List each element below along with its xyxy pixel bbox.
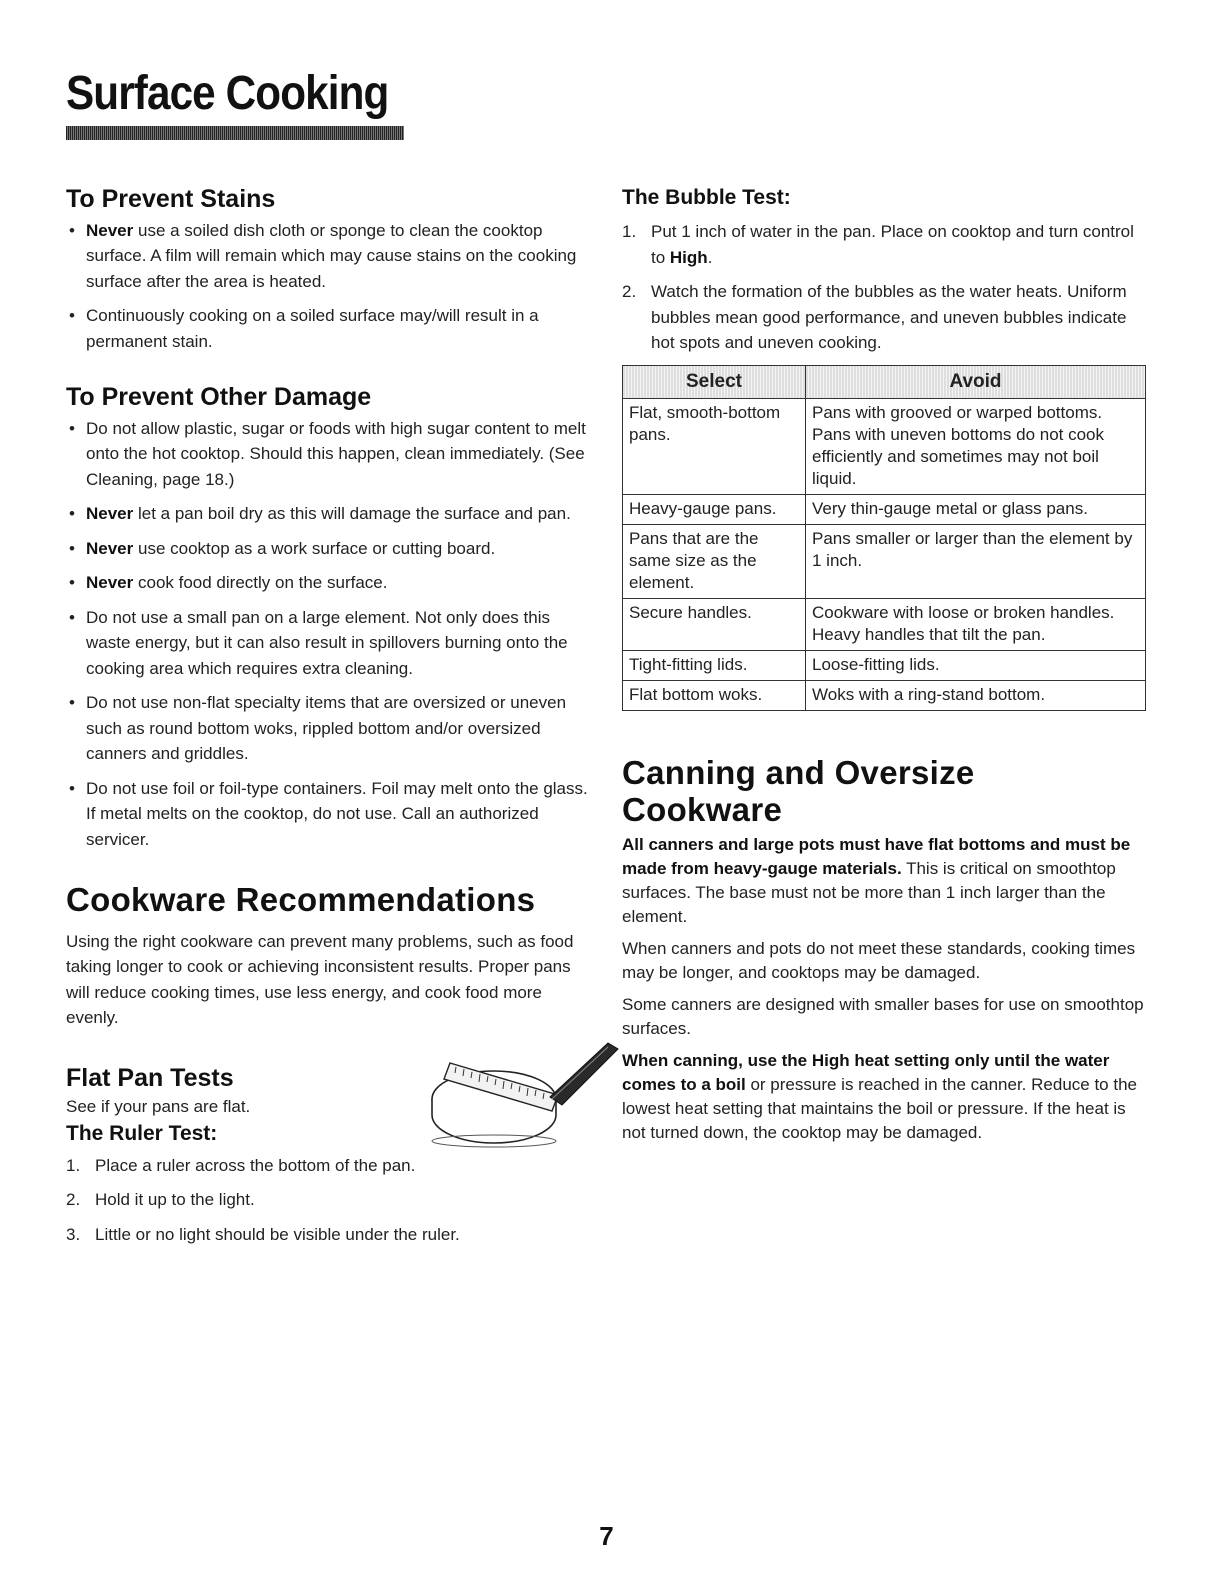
table-cell: Secure handles. [623,598,806,650]
bullet-icon: • [69,220,75,240]
right-column [622,186,1152,1145]
bubble-test-heading: The Bubble Test: [622,186,791,209]
prevent-stains-list [66,218,588,355]
list-item: 3. Little or no light should be visible under the ruler. [66,1224,460,1244]
left-column [66,186,588,1256]
list-item: • Never use a soiled dish cloth or sponge to clean the cooktop surface. A film will remain which may cause stains on the cooking surface after the area is heated. [66,218,588,295]
table-cell: Tight-fitting lids. [623,650,806,680]
table-row [623,680,1146,710]
canning-paragraph-4: When canning, use the High heat setting only until the water comes to a boil or pressure is reached in the canner. Reduce to the lowest heat setting that maintains the boil or pressure. If the heat is not turned down, the cooktop may be damaged. [622,1050,1137,1142]
list-item: 1. Put 1 inch of water in the pan. Place on cooktop and turn control to High. [622,222,1134,267]
table-cell: Woks with a ring-stand bottom. [806,680,1146,710]
pan-and-ruler-illustration [422,1029,622,1149]
bullet-icon: • [69,778,75,798]
select-column-header: Select [623,365,806,398]
bullet-icon: • [69,418,75,438]
table-row [623,398,1146,494]
list-item: • Continuously cooking on a soiled surface may/will result in a permanent stain. [66,303,588,354]
table-row [623,494,1146,524]
canning-paragraph-1: All canners and large pots must have flat bottoms and must be made from heavy-gauge materials. This is critical on smoothtop surfaces. The base must not be more than 1 inch larger than the element. [622,834,1131,926]
table-header-row [623,365,1146,398]
table-row [623,598,1146,650]
table-cell: Heavy-gauge pans. [623,494,806,524]
ruler-test-steps [66,1153,588,1248]
canning-paragraph-2: When canners and pots do not meet these standards, cooking times may be longer, and cooktops may be damaged. [622,938,1136,982]
list-item: • Do not use non-flat specialty items that are oversized or uneven such as round bottom woks, rippled bottom and/or oversized canners and griddles. [66,690,588,767]
bullet-icon: • [69,607,75,627]
title-underline-bar [66,126,404,140]
recommendations-paragraph: Using the right cookware can prevent many problems, such as food taking longer to cook or achieving inconsistent results. Proper pans will reduce cooking times, use less energy, and cook food more evenly. [66,931,574,1028]
prevent-damage-list [66,416,588,853]
table-cell: Pans smaller or larger than the element by 1 inch. [806,524,1146,598]
ruler-test-heading: The Ruler Test: [66,1121,218,1145]
table-cell: Cookware with loose or broken handles. Heavy handles that tilt the pan. [806,598,1146,650]
canning-heading: Canning and Oversize Cookware [622,753,975,828]
list-item: • Never cook food directly on the surface. [66,570,588,596]
table-cell: Pans that are the same size as the element. [623,524,806,598]
flat-pan-tests-heading: Flat Pan Tests [66,1063,234,1092]
table-cell: Loose-fitting lids. [806,650,1146,680]
table-row [623,524,1146,598]
bullet-icon: • [69,573,75,592]
page-title: Surface Cooking [66,67,389,120]
table-row [623,650,1146,680]
bubble-test-steps [622,219,1152,356]
bullet-icon: • [69,693,75,712]
bullet-icon: • [69,306,75,325]
table-cell: Flat bottom woks. [623,680,806,710]
list-item: 2. Watch the formation of the bubbles as the water heats. Uniform bubbles mean good performance, and uneven bubbles indicate hot spots and uneven cooking. [622,282,1127,353]
list-item: • Do not use a small pan on a large element. Not only does this waste energy, but it can also result in spillovers burning onto the cooking area which requires extra cleaning. [66,605,588,682]
table-cell: Flat, smooth-bottom pans. [623,398,806,494]
flat-pan-intro: See if your pans are flat. [66,1097,251,1117]
page-number: 7 [599,1521,614,1551]
cookware-select-avoid-table [622,365,1146,711]
list-item: • Never let a pan boil dry as this will damage the surface and pan. [66,501,588,527]
list-item: 1. Place a ruler across the bottom of the pan. [66,1155,416,1175]
table-cell: Pans with grooved or warped bottoms. Pans with uneven bottoms do not cook efficiently and sometimes may not boil liquid. [806,398,1146,494]
bullet-icon: • [69,538,75,558]
cookware-recommendations-heading: Cookware Recommendations [66,881,536,918]
flat-pan-tests-block [66,1065,588,1147]
prevent-stains-heading: To Prevent Stains [66,185,276,213]
list-item: • Never use cooktop as a work surface or cutting board. [66,536,588,562]
avoid-column-header: Avoid [806,365,1146,398]
table-cell: Very thin-gauge metal or glass pans. [806,494,1146,524]
list-item: • Do not use foil or foil-type containers. Foil may melt onto the glass. If metal melts on the cooktop, do not use. Call an authorized servicer. [66,776,588,853]
bullet-icon: • [69,504,75,523]
list-item: • Do not allow plastic, sugar or foods with high sugar content to melt onto the hot cooktop. Should this happen, clean immediately. (See Cleaning, page 18.) [66,416,588,493]
canning-paragraph-3: Some canners are designed with smaller bases for use on smoothtop surfaces. [622,994,1144,1038]
list-item: 2. Hold it up to the light. [66,1190,255,1210]
prevent-damage-heading: To Prevent Other Damage [66,383,372,411]
